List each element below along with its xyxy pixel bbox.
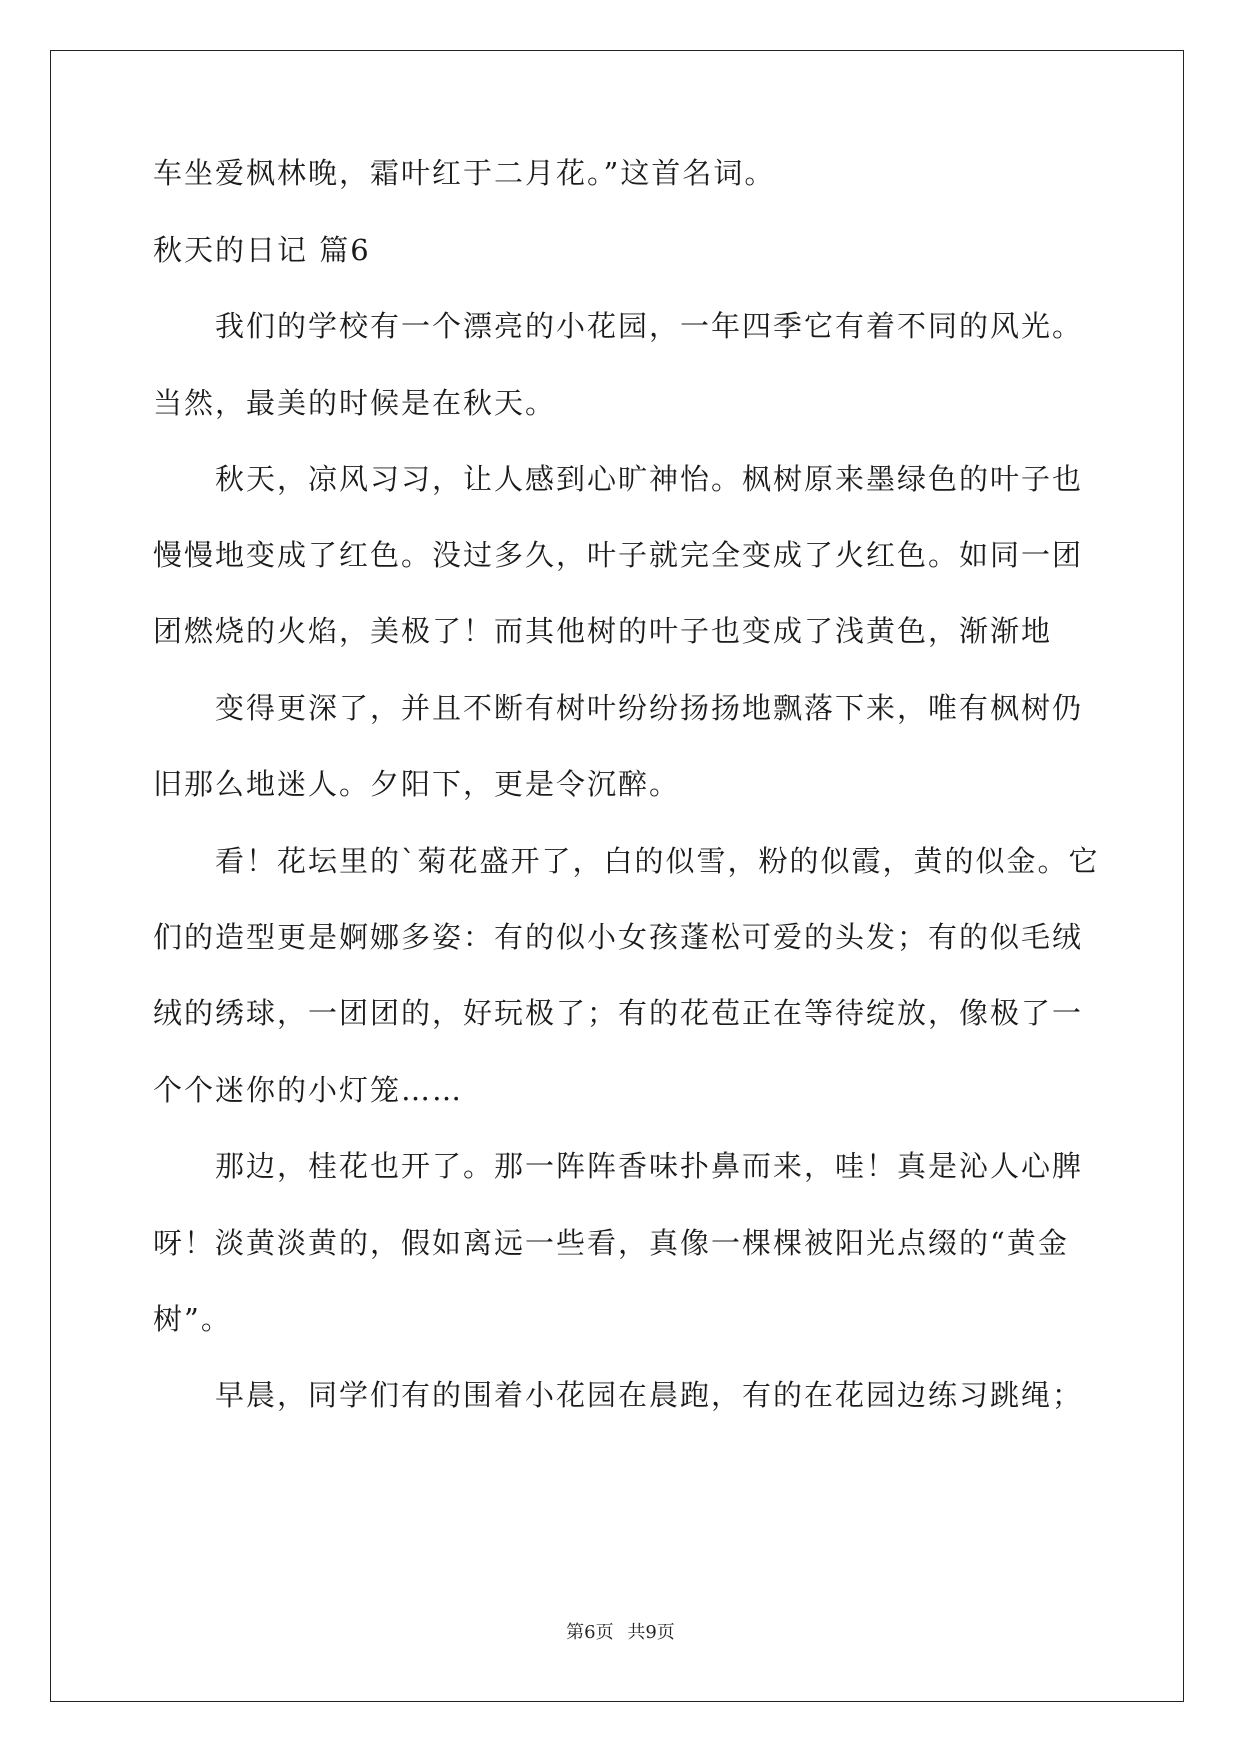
text-line: 们的造型更是婀娜多姿：有的似小女孩蓬松可爱的头发；有的似毛绒 <box>153 920 1084 954</box>
text-line: 我们的学校有一个漂亮的小花园，一年四季它有着不同的风光。 <box>215 309 1084 343</box>
text-line: 看！花坛里的`菊花盛开了，白的似雪，粉的似霞，黄的似金。它 <box>215 844 1100 878</box>
text-line: 秋天，凉风习习，让人感到心旷神怡。枫树原来墨绿色的叶子也 <box>215 462 1084 496</box>
text-line: 呀！淡黄淡黄的，假如离远一些看，真像一棵棵被阳光点缀的“黄金 <box>153 1226 1069 1260</box>
page-total: 共9页 <box>627 1622 675 1643</box>
section-heading: 秋天的日记 篇6 <box>153 233 371 267</box>
page-number: 第6页 <box>566 1622 614 1643</box>
text-line: 团燃烧的火焰，美极了！而其他树的叶子也变成了浅黄色，渐渐地 <box>153 614 1053 648</box>
text-line: 当然，最美的时候是在秋天。 <box>153 386 557 420</box>
text-line: 绒的绣球，一团团的，好玩极了；有的花苞正在等待绽放，像极了一 <box>153 996 1084 1030</box>
text-line: 那边，桂花也开了。那一阵阵香味扑鼻而来，哇！真是沁人心脾 <box>215 1149 1084 1183</box>
text-line: 个个迷你的小灯笼…… <box>153 1073 464 1107</box>
text-line: 早晨，同学们有的围着小花园在晨跑，有的在花园边练习跳绳； <box>215 1378 1084 1412</box>
text-line: 慢慢地变成了红色。没过多久，叶子就完全变成了火红色。如同一团 <box>153 538 1084 572</box>
text-line: 变得更深了，并且不断有树叶纷纷扬扬地飘落下来，唯有枫树仍 <box>215 691 1084 725</box>
page-footer <box>0 1618 1241 1644</box>
text-line: 旧那么地迷人。夕阳下，更是令沉醉。 <box>153 767 681 801</box>
text-line: 树”。 <box>153 1302 232 1336</box>
text-line: 车坐爱枫林晚，霜叶红于二月花。”这首名词。 <box>153 156 776 190</box>
